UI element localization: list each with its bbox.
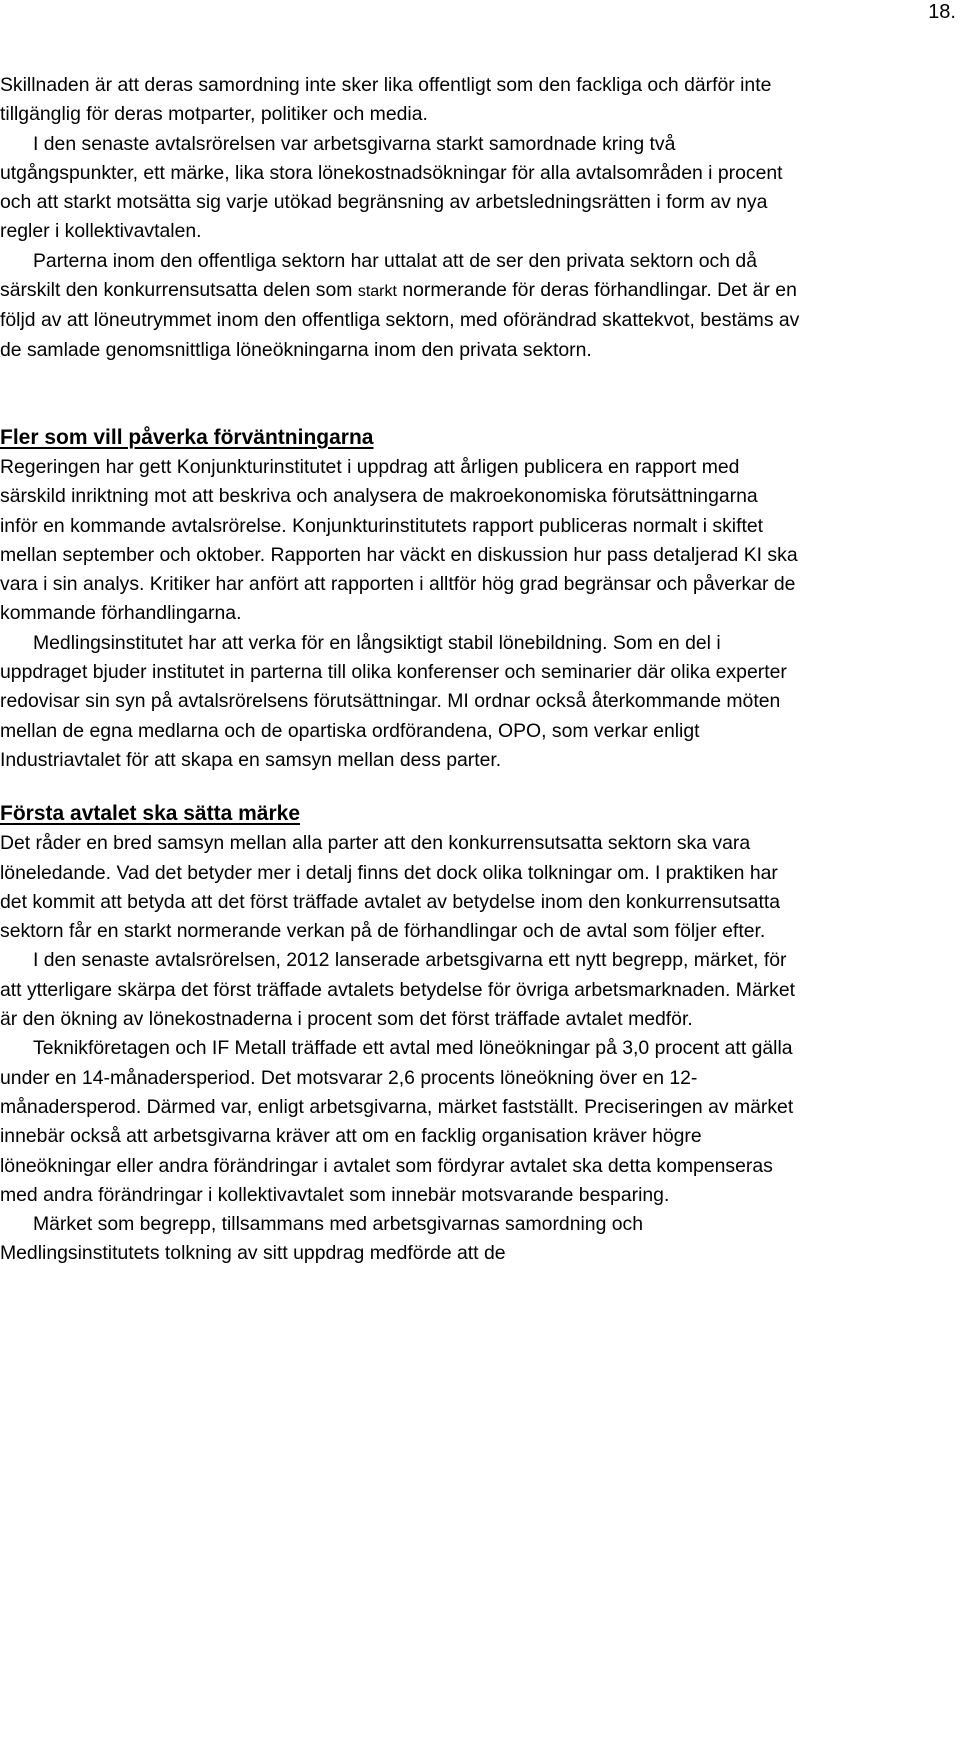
paragraph-text: starkt [357, 283, 397, 301]
body-paragraph: Skillnaden är att deras samordning inte sker lika offentligt som den fackliga och därför inte tillgänglig för deras motparter, politiker och media. [0, 74, 772, 126]
section-spacer [0, 775, 800, 799]
body-paragraph: Det råder en bred samsyn mellan alla parter att den konkurrensutsatta sektorn ska vara löneledande. Vad det betyder mer i detalj finns det dock olika tolkningar om. I praktiken har det kommit att betyda att det först träffade avtalet av betydelse inom den konkurrensutsatta sektorn får en starkt normerande verkan på de förhandlingar och de avtal som följer efter. [0, 832, 781, 943]
body-paragraph: Regeringen har gett Konjunkturinstitutet i uppdrag att årligen publicera en rapport med särskild inriktning mot att beskriva och analysera de makroekonomiska förutsättningarna inför en kommande avtalsrörelse. Konjunkturinstitutets rapport publiceras normalt i skiftet mellan september och oktober. Rapporten har väckt en diskussion hur pass detaljerad KI ska vara i sin analys. Kritiker har anfört att rapporten i alltför hög grad begränsar och påverkar de kommande förhandlingarna. [0, 455, 798, 625]
page-number: 18. [928, 1, 956, 23]
body-paragraph: Teknikföretagen och IF Metall träffade ett avtal med löneökningar på 3,0 procent att gälla under en 14-månadersperiod. Det motsvarar 2,6 procents löneökning över en 12-månadersperod. Därmed var, enligt arbetsgivarna, märket fastställt. Preciseringen av märket innebär också att arbetsgivarna kräver att om en facklig organisation kräver högre löneökningar eller andra förändringar i avtalet som fördyrar avtalet ska detta kompenseras med andra förändringar i kollektivavtalet som innebär motsvarande besparing. [0, 1037, 794, 1206]
paragraph-text: normerande för deras förhandlingar. Det är en följd av att löneutrymmet inom den offentliga sektorn, med oförändrad skattekvot, bestäms av de samlade genomsnittliga löneökningarna inom den privata sektorn. [0, 279, 800, 361]
section-spacer [0, 365, 800, 423]
body-paragraph: I den senaste avtalsrörelsen, 2012 lanserade arbetsgivarna ett nytt begrepp, märket, för att ytterligare skärpa det först träffade avtalets betydelse för övriga arbetsmarknaden. Märket är den ökning av lönekostnaderna i procent som det först träffade avtalet medför. [0, 949, 796, 1031]
body-paragraph [0, 247, 800, 365]
section-heading: Första avtalet ska sätta märke [0, 802, 300, 826]
document-body [0, 71, 800, 1269]
body-paragraph: Medlingsinstitutet har att verka för en långsiktigt stabil lönebildning. Som en del i uppdraget bjuder institutet in parterna till olika konferenser och seminarier där olika experter redovisar sin syn på avtalsrörelsens förutsättningar. MI ordnar också återkommande möten mellan de egna medlarna och de opartiska ordförandena, OPO, som verkar enligt Industriavtalet för att skapa en samsyn mellan dess parter. [0, 631, 787, 771]
paragraph-text: Parterna inom den offentliga sektorn har uttalat att de ser den privata sektorn och då särskilt den konkurrensutsatta delen som [0, 249, 757, 302]
body-paragraph: I den senaste avtalsrörelsen var arbetsgivarna starkt samordnade kring två utgångspunkter, ett märke, lika stora lönekostnadsökningar för alla avtalsområden i procent och att starkt motsätta sig varje utökad begränsning av arbetsledningsrätten i form av nya regler i kollektivavtalen. [0, 132, 783, 243]
section-heading: Fler som vill påverka förväntningarna [0, 425, 374, 449]
body-paragraph: Märket som begrepp, tillsammans med arbetsgivarnas samordning och Medlingsinstitutets tolkning av sitt uppdrag medförde att de [0, 1213, 644, 1265]
